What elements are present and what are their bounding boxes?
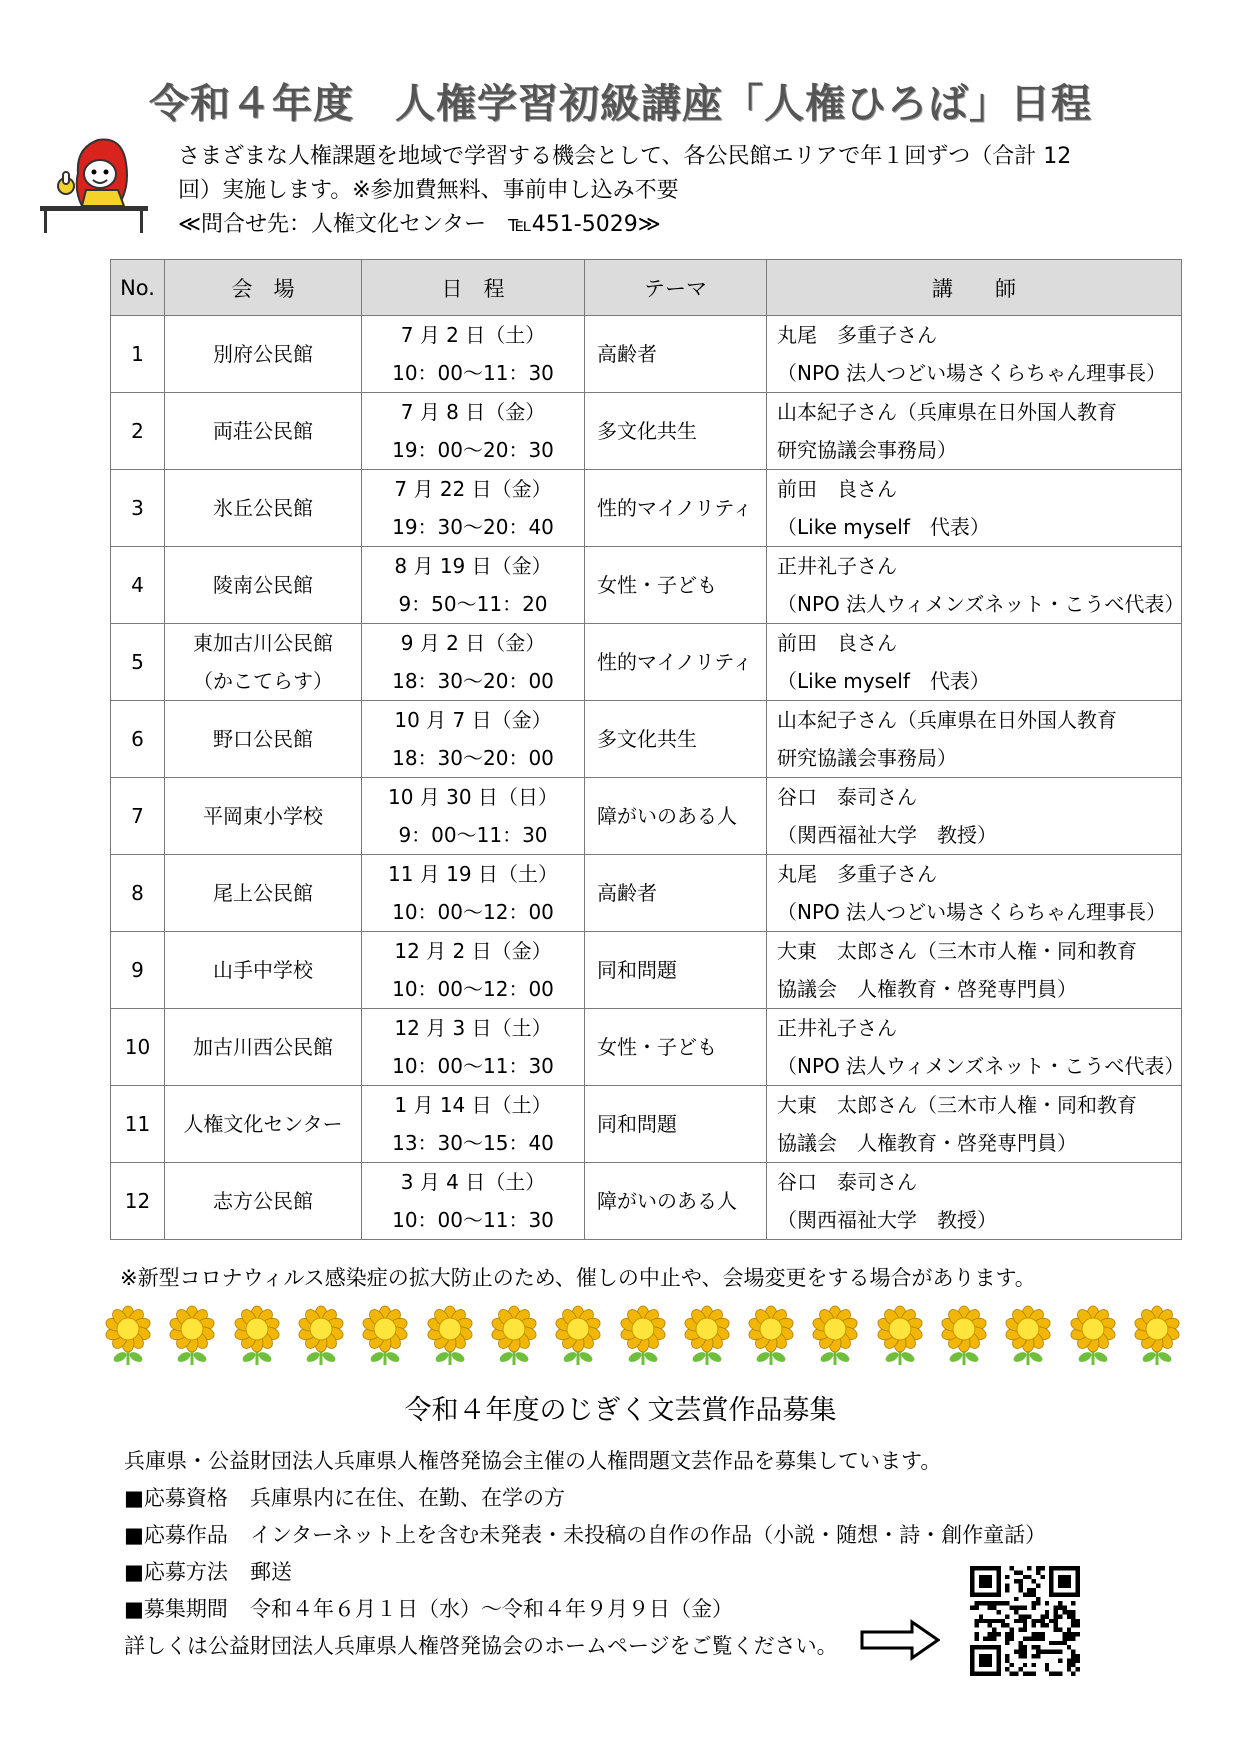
cell-date-text: 10 月 30 日（日） [388,785,558,809]
cell-lecturer-text: 研究協議会事務局） [777,438,957,462]
cell-date [362,470,585,547]
cell-lecturer-text: 研究協議会事務局） [777,746,957,770]
cell-theme-text: 障がいのある人 [597,804,737,828]
cell-venue-text: 人権文化センター [183,1112,343,1136]
cell-date [362,778,585,855]
cell-no-text: 3 [131,496,144,520]
cell-date-text: 9：50～11：20 [398,592,548,616]
cell-lecturer [767,470,1182,547]
item-label: ■募集期間 [124,1597,228,1621]
cell-venue-text: （かこてらす） [193,669,333,693]
cell-date-text: 9 月 2 日（金） [400,631,546,655]
flower-icon [422,1305,478,1367]
cell-lecturer-text: （Like myself 代表） [777,669,990,693]
cell-theme [585,624,767,701]
intro-text [178,140,1138,242]
table-row [111,547,1182,624]
cell-no-text: 12 [124,1189,151,1213]
cell-venue [165,855,362,932]
table-row [111,316,1182,393]
cell-no [111,624,165,701]
cell-lecturer [767,932,1182,1009]
cell-no [111,1163,165,1240]
cell-lecturer-text: （NPO 法人つどい場さくらちゃん理事長） [777,361,1167,385]
cell-date [362,701,585,778]
cell-venue [165,393,362,470]
cell-theme [585,1009,767,1086]
cell-no-text: 8 [131,881,144,905]
flower-icon [743,1305,799,1367]
item-value: 兵庫県内に在住、在勤、在学の方 [250,1486,565,1510]
cell-lecturer-text: （NPO 法人ウィメンズネット・こうべ代表） [777,1054,1185,1078]
table-row [111,932,1182,1009]
item-label: ■応募方法 [124,1560,228,1584]
cell-lecturer-text: 前田 良さん [777,477,897,501]
cell-date [362,1163,585,1240]
cell-theme-text: 高齢者 [597,342,657,366]
cell-lecturer-text: （NPO 法人ウィメンズネット・こうべ代表） [777,592,1185,616]
cell-lecturer-text: 大東 太郎さん（三木市人権・同和教育 [777,939,1137,963]
cell-no [111,1009,165,1086]
cell-lecturer-text: 正井礼子さん [777,1016,897,1040]
flower-icon [807,1305,863,1367]
cell-theme [585,316,767,393]
cell-no [111,470,165,547]
cell-no [111,393,165,470]
header-no: No. [111,260,165,316]
cell-theme-text: 高齢者 [597,881,657,905]
cell-venue-text: 別府公民館 [213,342,313,366]
cell-date-text: 18：30～20：00 [392,746,554,770]
cell-venue-text: 陵南公民館 [213,573,313,597]
cell-lecturer-text: 前田 良さん [777,631,897,655]
header-theme: テーマ [585,260,767,316]
cell-theme-text: 性的マイノリティ [597,650,753,674]
cell-theme [585,1163,767,1240]
cell-theme-text: 女性・子ども [597,1035,717,1059]
cell-date-text: 12 月 2 日（金） [394,939,552,963]
mascot-illustration [38,128,150,236]
cell-lecturer [767,624,1182,701]
table-row [111,470,1182,547]
cell-no-text: 2 [131,419,144,443]
cell-theme-text: 同和問題 [597,958,677,982]
flower-icon [615,1305,671,1367]
cell-theme [585,547,767,624]
cell-date-text: 10：00～12：00 [392,900,554,924]
table-row [111,855,1182,932]
contest-item [124,1480,1046,1517]
cell-no [111,932,165,1009]
schedule-table [110,259,1185,1240]
cell-no [111,316,165,393]
cell-lecturer [767,1009,1185,1086]
cell-lecturer-text: 山本紀子さん（兵庫県在日外国人教育 [777,400,1117,424]
cell-venue-text: 野口公民館 [213,727,313,751]
cell-date-text: 10：00～12：00 [392,977,554,1001]
cell-venue-text: 平岡東小学校 [203,804,323,828]
intro-line: さまざまな人権課題を地域で学習する機会として、各公民館エリアで年１回ずつ（合計 12 [178,144,1072,169]
cell-lecturer-text: 丸尾 多重子さん [777,323,937,347]
flower-border [100,1305,1185,1367]
flower-icon [100,1305,156,1367]
cell-theme-text: 性的マイノリティ [597,496,753,520]
cell-theme [585,1086,767,1163]
cell-date [362,932,585,1009]
cell-date-text: 19：30～20：40 [392,515,554,539]
cell-lecturer-text: （関西福祉大学 教授） [777,823,997,847]
table-row [111,1086,1182,1163]
cell-lecturer [767,1086,1182,1163]
cell-lecturer-text: 丸尾 多重子さん [777,862,937,886]
cell-venue-text: 氷丘公民館 [213,496,313,520]
contest-item [124,1517,1046,1554]
page-title: 令和４年度 人権学習初級講座「人権ひろば」日程 [149,81,1092,127]
cell-lecturer-text: 大東 太郎さん（三木市人権・同和教育 [777,1093,1137,1117]
cell-lecturer [767,855,1182,932]
arrow-right-icon [860,1618,940,1662]
cell-lecturer-text: 谷口 泰司さん [777,785,917,809]
cell-no-text: 1 [131,342,144,366]
cell-lecturer [767,547,1185,624]
cell-no [111,778,165,855]
cell-lecturer [767,778,1182,855]
cell-lecturer-text: 協議会 人権教育・啓発専門員） [777,977,1077,1001]
contest-footer: 詳しくは公益財団法人兵庫県人権啓発協会のホームページをご覧ください。 [124,1634,838,1658]
flower-icon [1000,1305,1056,1367]
cell-venue [165,624,362,701]
cell-date-text: 7 月 2 日（土） [400,323,546,347]
cell-date-text: 10：00～11：30 [392,1208,554,1232]
cell-venue [165,547,362,624]
table-row [111,701,1182,778]
item-value: 郵送 [250,1560,292,1584]
cell-lecturer [767,701,1182,778]
cell-date-text: 9：00～11：30 [398,823,548,847]
cell-venue-text: 山手中学校 [213,958,313,982]
covid-note: ※新型コロナウィルス感染症の拡大防止のため、催しの中止や、会場変更をする場合があります。 [120,1266,1036,1290]
cell-theme-text: 女性・子ども [597,573,717,597]
cell-no-text: 7 [131,804,144,828]
cell-lecturer [767,316,1182,393]
cell-lecturer [767,1163,1182,1240]
cell-no [111,1086,165,1163]
cell-venue [165,778,362,855]
table-row [111,1163,1182,1240]
cell-date-text: 19：00～20：30 [392,438,554,462]
cell-no [111,855,165,932]
cell-theme-text: 多文化共生 [597,727,697,751]
cell-no-text: 11 [124,1112,151,1136]
contest-item [124,1554,1046,1591]
contest-title: 令和４年度のじぎく文芸賞作品募集 [404,1395,837,1426]
cell-date-text: 3 月 4 日（土） [400,1170,546,1194]
flower-icon [164,1305,220,1367]
cell-venue [165,470,362,547]
cell-no-text: 10 [124,1035,151,1059]
cell-venue-text: 志方公民館 [213,1189,313,1213]
flower-icon [936,1305,992,1367]
cell-theme [585,855,767,932]
contact-line: ≪問合せ先：人権文化センター ℡451-5029≫ [178,212,661,237]
cell-date [362,393,585,470]
cell-date-text: 10：00～11：30 [392,361,554,385]
cell-date-text: 18：30～20：00 [392,669,554,693]
cell-date [362,1086,585,1163]
cell-date-text: 13：30～15：40 [392,1131,554,1155]
cell-venue [165,701,362,778]
cell-no-text: 9 [131,958,144,982]
cell-venue [165,1163,362,1240]
cell-theme [585,701,767,778]
cell-lecturer-text: （関西福祉大学 教授） [777,1208,997,1232]
cell-no-text: 6 [131,727,144,751]
flower-icon [1129,1305,1185,1367]
table-header-row [111,260,1182,316]
cell-venue-text: 加古川西公民館 [193,1035,333,1059]
cell-theme-text: 同和問題 [597,1112,677,1136]
intro-line: 回）実施します。※参加費無料、事前申し込み不要 [178,178,679,203]
cell-venue [165,1009,362,1086]
qr-code[interactable] [970,1566,1080,1676]
cell-no [111,547,165,624]
cell-theme-text: 障がいのある人 [597,1189,737,1213]
cell-date [362,547,585,624]
cell-lecturer-text: 正井礼子さん [777,554,897,578]
flower-icon [486,1305,542,1367]
cell-theme [585,778,767,855]
cell-date-text: 10：00～11：30 [392,1054,554,1078]
cell-date [362,1009,585,1086]
contest-lead: 兵庫県・公益財団法人兵庫県人権啓発協会主催の人権問題文芸作品を募集しています。 [124,1449,942,1473]
cell-date-text: 11 月 19 日（土） [388,862,558,886]
cell-lecturer-text: 協議会 人権教育・啓発専門員） [777,1131,1077,1155]
table-row [111,624,1182,701]
cell-no-text: 5 [131,650,144,674]
cell-theme [585,393,767,470]
cell-venue [165,1086,362,1163]
header-lecturer: 講 師 [767,260,1182,316]
cell-lecturer-text: 山本紀子さん（兵庫県在日外国人教育 [777,708,1117,732]
cell-theme [585,932,767,1009]
cell-venue-text: 東加古川公民館 [193,631,333,655]
flower-icon [550,1305,606,1367]
cell-no-text: 4 [131,573,144,597]
cell-date-text: 7 月 8 日（金） [400,400,546,424]
cell-no [111,701,165,778]
item-value: 令和４年６月１日（水）～令和４年９月９日（金） [250,1597,733,1621]
flower-icon [293,1305,349,1367]
cell-date [362,316,585,393]
table-row [111,778,1182,855]
table-row [111,393,1182,470]
cell-lecturer-text: （Like myself 代表） [777,515,990,539]
cell-theme [585,470,767,547]
cell-lecturer [767,393,1182,470]
flower-icon [872,1305,928,1367]
cell-lecturer-text: （NPO 法人つどい場さくらちゃん理事長） [777,900,1167,924]
flower-icon [357,1305,413,1367]
header-date: 日 程 [362,260,585,316]
item-label: ■応募資格 [124,1486,228,1510]
flower-icon [679,1305,735,1367]
cell-date-text: 1 月 14 日（土） [394,1093,552,1117]
cell-lecturer-text: 谷口 泰司さん [777,1170,917,1194]
cell-date [362,855,585,932]
item-value: インターネット上を含む未発表・未投稿の自作の作品（小説・随想・詩・創作童話） [250,1523,1047,1547]
header-venue: 会 場 [165,260,362,316]
flower-icon [1065,1305,1121,1367]
flower-icon [229,1305,285,1367]
cell-theme-text: 多文化共生 [597,419,697,443]
item-label: ■応募作品 [124,1523,228,1547]
cell-venue-text: 両荘公民館 [213,419,313,443]
cell-date [362,624,585,701]
cell-date-text: 10 月 7 日（金） [394,708,552,732]
cell-date-text: 12 月 3 日（土） [394,1016,552,1040]
cell-venue [165,316,362,393]
cell-venue [165,932,362,1009]
cell-date-text: 8 月 19 日（金） [394,554,552,578]
table-row [111,1009,1182,1086]
cell-date-text: 7 月 22 日（金） [394,477,552,501]
cell-venue-text: 尾上公民館 [213,881,313,905]
